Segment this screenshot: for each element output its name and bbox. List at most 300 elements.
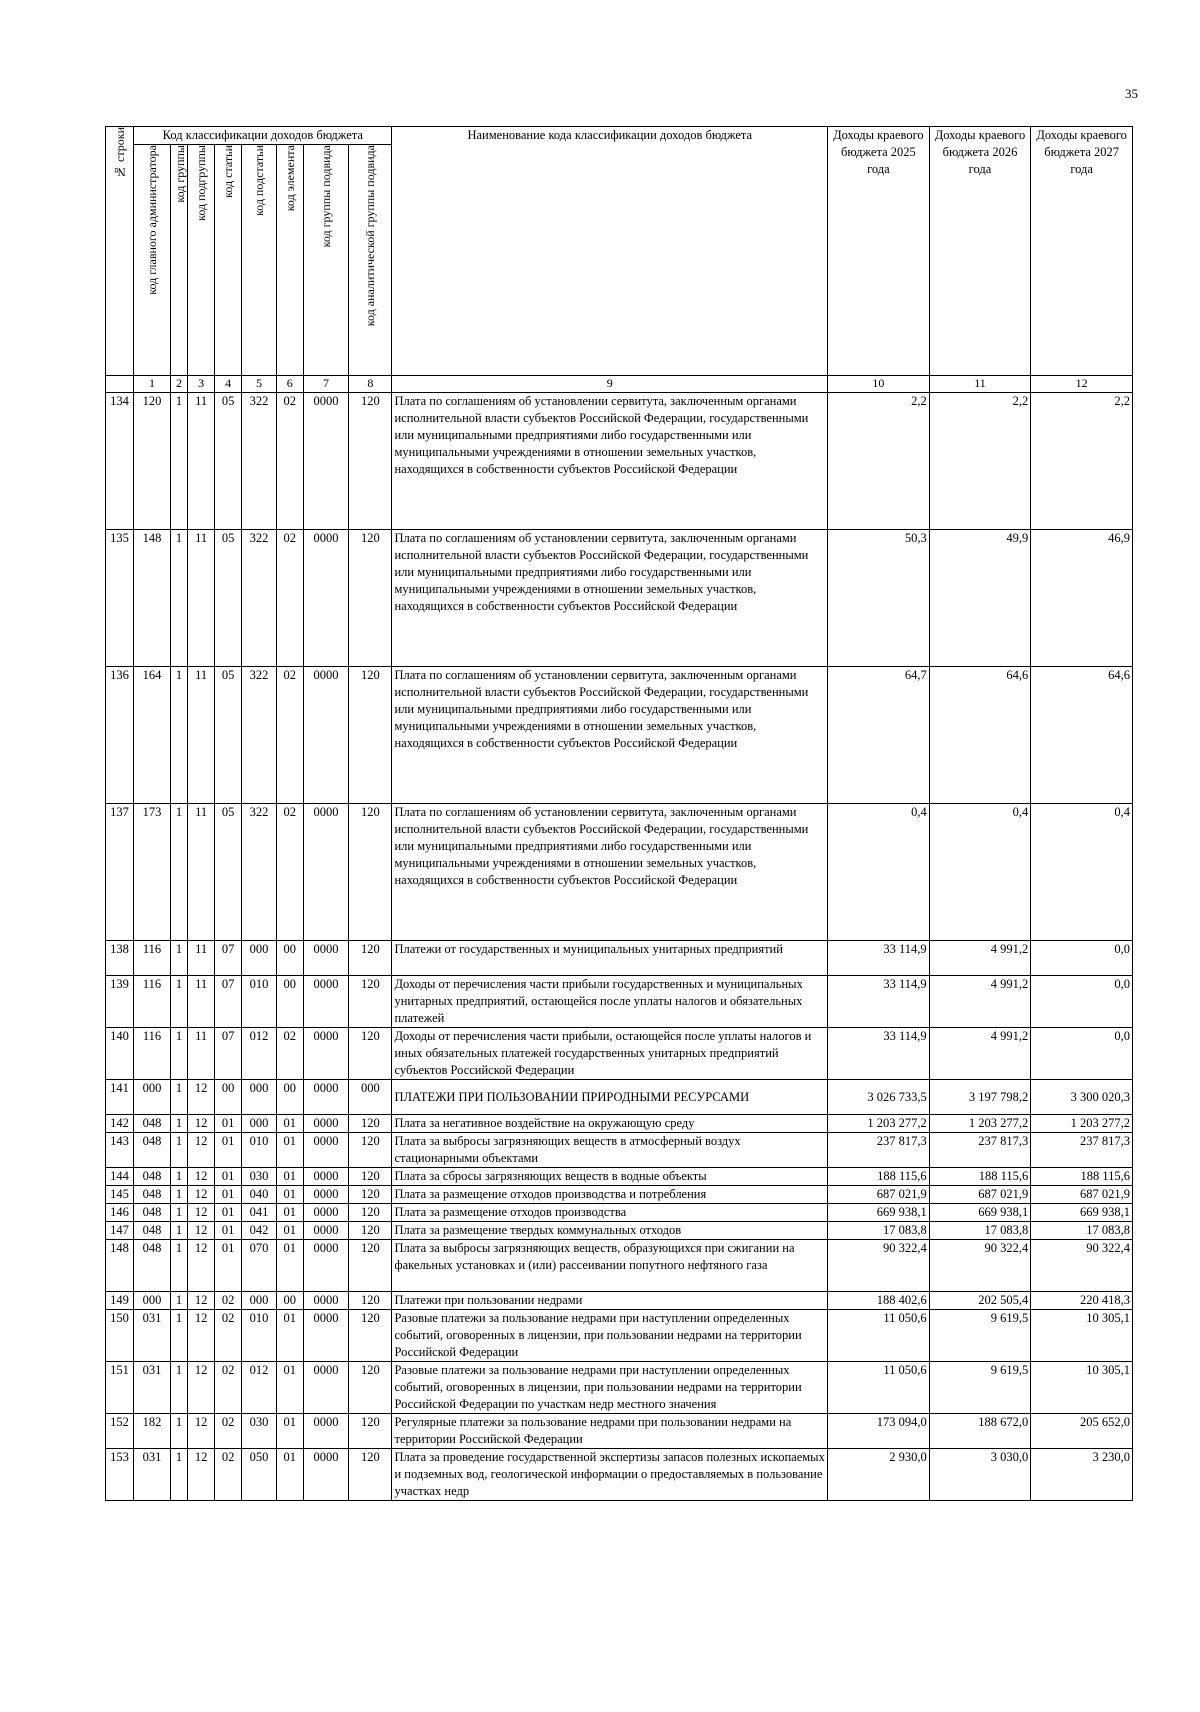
subtype-group-code-cell: 0000 xyxy=(303,1168,348,1186)
income-2026-cell: 1 203 277,2 xyxy=(929,1115,1031,1133)
analytic-group-code-cell: 000 xyxy=(349,1080,392,1115)
subgroup-code-cell: 12 xyxy=(188,1292,215,1310)
element-code-cell: 01 xyxy=(276,1449,303,1501)
income-name-cell: Доходы от перечисления части прибыли, остающейся после уплаты налогов и иных обязательных платежей государственных унитарных предприятий субъектов Российской Федерации xyxy=(392,1028,828,1080)
income-2027-cell: 237 817,3 xyxy=(1031,1133,1133,1168)
analytic-group-code-cell: 120 xyxy=(349,1186,392,1204)
subgroup-code-cell: 12 xyxy=(188,1449,215,1501)
element-code-cell: 02 xyxy=(276,667,303,804)
article-code-cell: 05 xyxy=(215,530,242,667)
subarticle-code-cell: 322 xyxy=(242,530,277,667)
income-2027-cell: 90 322,4 xyxy=(1031,1240,1133,1292)
subarticle-code-cell: 042 xyxy=(242,1222,277,1240)
income-2026-cell: 0,4 xyxy=(929,804,1031,941)
income-2027-cell: 0,0 xyxy=(1031,1028,1133,1080)
income-name-cell: Плата по соглашениям об установлении сервитута, заключенным органами исполнительной власти субъектов Российской Федерации, государственными или муниципальными предприятиями либо государственными или муниципальными учреждениями в отношении земельных участков, находящихся в собственности субъектов Российской Федерации xyxy=(392,804,828,941)
table-row xyxy=(106,1186,1133,1204)
subtype-group-code-cell: 0000 xyxy=(303,941,348,976)
row-number-cell: 148 xyxy=(106,1240,134,1292)
subtype-group-code-cell: 0000 xyxy=(303,976,348,1028)
table-row xyxy=(106,1362,1133,1414)
admin-code-cell: 048 xyxy=(134,1222,171,1240)
analytic-group-code-cell: 120 xyxy=(349,1414,392,1449)
subtype-group-code-cell: 0000 xyxy=(303,1204,348,1222)
element-code-cell: 02 xyxy=(276,530,303,667)
income-2026-cell: 9 619,5 xyxy=(929,1310,1031,1362)
subtype-group-code-cell: 0000 xyxy=(303,1240,348,1292)
subarticle-code-cell: 000 xyxy=(242,1080,277,1115)
admin-code-cell: 048 xyxy=(134,1133,171,1168)
article-code-cell: 05 xyxy=(215,804,242,941)
article-code-cell: 02 xyxy=(215,1310,242,1362)
subarticle-code-cell: 000 xyxy=(242,1115,277,1133)
row-number-cell: 140 xyxy=(106,1028,134,1080)
subarticle-code-cell: 322 xyxy=(242,393,277,530)
income-2025-cell: 90 322,4 xyxy=(828,1240,930,1292)
element-code-cell: 01 xyxy=(276,1414,303,1449)
income-2025-cell: 50,3 xyxy=(828,530,930,667)
column-number: 5 xyxy=(242,376,277,393)
subgroup-code-cell: 11 xyxy=(188,941,215,976)
element-code-cell: 01 xyxy=(276,1310,303,1362)
header-income-2026: Доходы краевого бюджета 2026 года xyxy=(929,127,1031,376)
column-number: 7 xyxy=(303,376,348,393)
admin-code-cell: 148 xyxy=(134,530,171,667)
income-2027-cell: 220 418,3 xyxy=(1031,1292,1133,1310)
table-row xyxy=(106,1222,1133,1240)
admin-code-cell: 116 xyxy=(134,976,171,1028)
analytic-group-code-cell: 120 xyxy=(349,1133,392,1168)
income-2026-cell: 4 991,2 xyxy=(929,1028,1031,1080)
element-code-cell: 02 xyxy=(276,393,303,530)
subgroup-code-cell: 12 xyxy=(188,1362,215,1414)
row-number-cell: 144 xyxy=(106,1168,134,1186)
income-2025-cell: 2 930,0 xyxy=(828,1449,930,1501)
element-code-cell: 02 xyxy=(276,804,303,941)
group-code-cell: 1 xyxy=(170,976,187,1028)
subtype-group-code-cell: 0000 xyxy=(303,1222,348,1240)
admin-code-cell: 120 xyxy=(134,393,171,530)
income-name-cell: Плата по соглашениям об установлении сервитута, заключенным органами исполнительной власти субъектов Российской Федерации, государственными или муниципальными предприятиями либо государственными или муниципальными учреждениями в отношении земельных участков, находящихся в собственности субъектов Российской Федерации xyxy=(392,530,828,667)
article-code-cell: 07 xyxy=(215,1028,242,1080)
analytic-group-code-cell: 120 xyxy=(349,1362,392,1414)
group-code-cell: 1 xyxy=(170,1028,187,1080)
article-code-cell: 05 xyxy=(215,667,242,804)
header-subarticle-code: код подстатьи xyxy=(242,145,277,376)
subgroup-code-cell: 12 xyxy=(188,1133,215,1168)
group-code-cell: 1 xyxy=(170,1080,187,1115)
income-2027-cell: 0,0 xyxy=(1031,941,1133,976)
income-2026-cell: 669 938,1 xyxy=(929,1204,1031,1222)
income-2025-cell: 188 402,6 xyxy=(828,1292,930,1310)
group-code-cell: 1 xyxy=(170,1168,187,1186)
header-code-name: Наименование кода классификации доходов бюджета xyxy=(392,127,828,376)
column-number: 1 xyxy=(134,376,171,393)
article-code-cell: 02 xyxy=(215,1362,242,1414)
subtype-group-code-cell: 0000 xyxy=(303,1362,348,1414)
subarticle-code-cell: 041 xyxy=(242,1204,277,1222)
income-2026-cell: 237 817,3 xyxy=(929,1133,1031,1168)
element-code-cell: 01 xyxy=(276,1204,303,1222)
income-2027-cell: 10 305,1 xyxy=(1031,1310,1133,1362)
group-code-cell: 1 xyxy=(170,1362,187,1414)
subgroup-code-cell: 11 xyxy=(188,804,215,941)
analytic-group-code-cell: 120 xyxy=(349,1292,392,1310)
group-code-cell: 1 xyxy=(170,1222,187,1240)
table-row xyxy=(106,1449,1133,1501)
subgroup-code-cell: 12 xyxy=(188,1310,215,1362)
income-2026-cell: 3 030,0 xyxy=(929,1449,1031,1501)
analytic-group-code-cell: 120 xyxy=(349,1310,392,1362)
admin-code-cell: 048 xyxy=(134,1168,171,1186)
income-2027-cell: 17 083,8 xyxy=(1031,1222,1133,1240)
subarticle-code-cell: 010 xyxy=(242,976,277,1028)
row-number-cell: 139 xyxy=(106,976,134,1028)
admin-code-cell: 048 xyxy=(134,1115,171,1133)
table-row xyxy=(106,941,1133,976)
table-row xyxy=(106,667,1133,804)
element-code-cell: 00 xyxy=(276,1080,303,1115)
header-income-2027: Доходы краевого бюджета 2027 года xyxy=(1031,127,1133,376)
income-2025-cell: 64,7 xyxy=(828,667,930,804)
row-number-cell: 136 xyxy=(106,667,134,804)
article-code-cell: 07 xyxy=(215,941,242,976)
column-number: 8 xyxy=(349,376,392,393)
subtype-group-code-cell: 0000 xyxy=(303,393,348,530)
admin-code-cell: 031 xyxy=(134,1362,171,1414)
admin-code-cell: 182 xyxy=(134,1414,171,1449)
income-2025-cell: 11 050,6 xyxy=(828,1362,930,1414)
column-number: 3 xyxy=(188,376,215,393)
subarticle-code-cell: 012 xyxy=(242,1028,277,1080)
subarticle-code-cell: 000 xyxy=(242,941,277,976)
analytic-group-code-cell: 120 xyxy=(349,1240,392,1292)
row-number-cell: 146 xyxy=(106,1204,134,1222)
article-code-cell: 01 xyxy=(215,1222,242,1240)
income-name-cell: Доходы от перечисления части прибыли государственных и муниципальных унитарных предприятий, остающейся после уплаты налогов и обязательных платежей xyxy=(392,976,828,1028)
subtype-group-code-cell: 0000 xyxy=(303,1292,348,1310)
income-2025-cell: 237 817,3 xyxy=(828,1133,930,1168)
subgroup-code-cell: 11 xyxy=(188,530,215,667)
row-number-cell: 151 xyxy=(106,1362,134,1414)
income-2025-cell: 669 938,1 xyxy=(828,1204,930,1222)
subtype-group-code-cell: 0000 xyxy=(303,1080,348,1115)
article-code-cell: 01 xyxy=(215,1168,242,1186)
subgroup-code-cell: 11 xyxy=(188,393,215,530)
header-element-code: код элемента xyxy=(276,145,303,376)
income-2027-cell: 1 203 277,2 xyxy=(1031,1115,1133,1133)
subarticle-code-cell: 000 xyxy=(242,1292,277,1310)
table-row xyxy=(106,530,1133,667)
admin-code-cell: 031 xyxy=(134,1310,171,1362)
income-2025-cell: 3 026 733,5 xyxy=(828,1080,930,1115)
article-code-cell: 00 xyxy=(215,1080,242,1115)
header-income-2025: Доходы краевого бюджета 2025 года xyxy=(828,127,930,376)
table-row xyxy=(106,1292,1133,1310)
income-2026-cell: 17 083,8 xyxy=(929,1222,1031,1240)
subgroup-code-cell: 12 xyxy=(188,1168,215,1186)
subarticle-code-cell: 040 xyxy=(242,1186,277,1204)
income-2025-cell: 33 114,9 xyxy=(828,976,930,1028)
row-number-cell: 142 xyxy=(106,1115,134,1133)
admin-code-cell: 164 xyxy=(134,667,171,804)
admin-code-cell: 048 xyxy=(134,1240,171,1292)
element-code-cell: 01 xyxy=(276,1168,303,1186)
row-number-cell: 153 xyxy=(106,1449,134,1501)
group-code-cell: 1 xyxy=(170,530,187,667)
article-code-cell: 05 xyxy=(215,393,242,530)
admin-code-cell: 031 xyxy=(134,1449,171,1501)
header-group-code: код группы xyxy=(170,145,187,376)
row-number-cell: 150 xyxy=(106,1310,134,1362)
column-number: 11 xyxy=(929,376,1031,393)
table-row xyxy=(106,1115,1133,1133)
admin-code-cell: 173 xyxy=(134,804,171,941)
analytic-group-code-cell: 120 xyxy=(349,1115,392,1133)
income-2027-cell: 205 652,0 xyxy=(1031,1414,1133,1449)
table-row xyxy=(106,1028,1133,1080)
income-2027-cell: 46,9 xyxy=(1031,530,1133,667)
group-code-cell: 1 xyxy=(170,1310,187,1362)
column-number: 2 xyxy=(170,376,187,393)
subgroup-code-cell: 12 xyxy=(188,1240,215,1292)
group-code-cell: 1 xyxy=(170,1240,187,1292)
income-2025-cell: 17 083,8 xyxy=(828,1222,930,1240)
header-code-group: Код классификации доходов бюджета xyxy=(134,127,392,145)
table-row xyxy=(106,1168,1133,1186)
group-code-cell: 1 xyxy=(170,941,187,976)
group-code-cell: 1 xyxy=(170,1414,187,1449)
income-2026-cell: 188 672,0 xyxy=(929,1414,1031,1449)
analytic-group-code-cell: 120 xyxy=(349,393,392,530)
header-analytic-group-code: код аналитической группы подвида xyxy=(349,145,392,376)
group-code-cell: 1 xyxy=(170,1204,187,1222)
income-name-cell: Плата за размещение отходов производства и потребления xyxy=(392,1186,828,1204)
income-2026-cell: 687 021,9 xyxy=(929,1186,1031,1204)
income-name-cell: ПЛАТЕЖИ ПРИ ПОЛЬЗОВАНИИ ПРИРОДНЫМИ РЕСУРСАМИ xyxy=(392,1080,828,1115)
analytic-group-code-cell: 120 xyxy=(349,1449,392,1501)
row-number-cell: 137 xyxy=(106,804,134,941)
subgroup-code-cell: 12 xyxy=(188,1204,215,1222)
subarticle-code-cell: 070 xyxy=(242,1240,277,1292)
income-name-cell: Плата за сбросы загрязняющих веществ в водные объекты xyxy=(392,1168,828,1186)
income-2027-cell: 64,6 xyxy=(1031,667,1133,804)
income-2027-cell: 669 938,1 xyxy=(1031,1204,1133,1222)
row-number-cell: 138 xyxy=(106,941,134,976)
column-numbers-row xyxy=(106,376,1133,393)
subgroup-code-cell: 12 xyxy=(188,1080,215,1115)
row-number-cell: 152 xyxy=(106,1414,134,1449)
income-name-cell: Платежи от государственных и муниципальных унитарных предприятий xyxy=(392,941,828,976)
income-2025-cell: 33 114,9 xyxy=(828,941,930,976)
income-name-cell: Плата по соглашениям об установлении сервитута, заключенным органами исполнительной власти субъектов Российской Федерации, государственными или муниципальными предприятиями либо государственными или муниципальными учреждениями в отношении земельных участков, находящихся в собственности субъектов Российской Федерации xyxy=(392,667,828,804)
subgroup-code-cell: 11 xyxy=(188,976,215,1028)
subarticle-code-cell: 012 xyxy=(242,1362,277,1414)
income-2025-cell: 11 050,6 xyxy=(828,1310,930,1362)
row-number-cell: 143 xyxy=(106,1133,134,1168)
income-2026-cell: 49,9 xyxy=(929,530,1031,667)
subarticle-code-cell: 322 xyxy=(242,667,277,804)
column-number: 12 xyxy=(1031,376,1133,393)
subtype-group-code-cell: 0000 xyxy=(303,1186,348,1204)
income-name-cell: Плата за выбросы загрязняющих веществ в атмосферный воздух стационарными объектами xyxy=(392,1133,828,1168)
table-row xyxy=(106,1414,1133,1449)
analytic-group-code-cell: 120 xyxy=(349,1222,392,1240)
header-admin-code: код главного администратора xyxy=(134,145,171,376)
row-number-cell: 141 xyxy=(106,1080,134,1115)
income-2027-cell: 0,4 xyxy=(1031,804,1133,941)
admin-code-cell: 000 xyxy=(134,1080,171,1115)
column-number xyxy=(106,376,134,393)
subtype-group-code-cell: 0000 xyxy=(303,1449,348,1501)
income-2025-cell: 2,2 xyxy=(828,393,930,530)
income-2025-cell: 173 094,0 xyxy=(828,1414,930,1449)
element-code-cell: 00 xyxy=(276,1292,303,1310)
group-code-cell: 1 xyxy=(170,804,187,941)
group-code-cell: 1 xyxy=(170,1133,187,1168)
admin-code-cell: 048 xyxy=(134,1186,171,1204)
column-number: 4 xyxy=(215,376,242,393)
element-code-cell: 01 xyxy=(276,1186,303,1204)
analytic-group-code-cell: 120 xyxy=(349,1028,392,1080)
table-row xyxy=(106,804,1133,941)
subarticle-code-cell: 322 xyxy=(242,804,277,941)
article-code-cell: 01 xyxy=(215,1240,242,1292)
table-row xyxy=(106,1133,1133,1168)
analytic-group-code-cell: 120 xyxy=(349,667,392,804)
subarticle-code-cell: 030 xyxy=(242,1168,277,1186)
income-name-cell: Плата за выбросы загрязняющих веществ, образующихся при сжигании на факельных установках и (или) рассеивании попутного нефтяного газа xyxy=(392,1240,828,1292)
income-2025-cell: 33 114,9 xyxy=(828,1028,930,1080)
income-2027-cell: 10 305,1 xyxy=(1031,1362,1133,1414)
element-code-cell: 00 xyxy=(276,976,303,1028)
subtype-group-code-cell: 0000 xyxy=(303,804,348,941)
income-name-cell: Плата за проведение государственной экспертизы запасов полезных ископаемых и подземных вод, геологической информации о предоставляемых в пользование участках недр xyxy=(392,1449,828,1501)
income-2027-cell: 687 021,9 xyxy=(1031,1186,1133,1204)
table-row xyxy=(106,393,1133,530)
subgroup-code-cell: 11 xyxy=(188,1028,215,1080)
admin-code-cell: 048 xyxy=(134,1204,171,1222)
column-number: 9 xyxy=(392,376,828,393)
element-code-cell: 00 xyxy=(276,941,303,976)
element-code-cell: 01 xyxy=(276,1115,303,1133)
admin-code-cell: 116 xyxy=(134,1028,171,1080)
income-2026-cell: 9 619,5 xyxy=(929,1362,1031,1414)
group-code-cell: 1 xyxy=(170,667,187,804)
header-article-code: код статьи xyxy=(215,145,242,376)
income-2027-cell: 2,2 xyxy=(1031,393,1133,530)
element-code-cell: 01 xyxy=(276,1133,303,1168)
article-code-cell: 07 xyxy=(215,976,242,1028)
header-subgroup-code: код подгруппы xyxy=(188,145,215,376)
column-number: 10 xyxy=(828,376,930,393)
income-name-cell: Разовые платежи за пользование недрами при наступлении определенных событий, оговоренных в лицензии, при пользовании недрами на территории Российской Федерации по участкам недр местного значения xyxy=(392,1362,828,1414)
row-number-cell: 135 xyxy=(106,530,134,667)
table-row xyxy=(106,1080,1133,1115)
subtype-group-code-cell: 0000 xyxy=(303,1414,348,1449)
header-subtype-group-code: код группы подвида xyxy=(303,145,348,376)
admin-code-cell: 000 xyxy=(134,1292,171,1310)
article-code-cell: 01 xyxy=(215,1204,242,1222)
income-name-cell: Плата за негативное воздействие на окружающую среду xyxy=(392,1115,828,1133)
subtype-group-code-cell: 0000 xyxy=(303,530,348,667)
income-2025-cell: 188 115,6 xyxy=(828,1168,930,1186)
subgroup-code-cell: 11 xyxy=(188,667,215,804)
subarticle-code-cell: 050 xyxy=(242,1449,277,1501)
page-number: 35 xyxy=(1125,86,1138,101)
element-code-cell: 02 xyxy=(276,1028,303,1080)
analytic-group-code-cell: 120 xyxy=(349,941,392,976)
income-name-cell: Плата по соглашениям об установлении сервитута, заключенным органами исполнительной власти субъектов Российской Федерации, государственными или муниципальными предприятиями либо государственными или муниципальными учреждениями в отношении земельных участков, находящихся в собственности субъектов Российской Федерации xyxy=(392,393,828,530)
income-2027-cell: 188 115,6 xyxy=(1031,1168,1133,1186)
group-code-cell: 1 xyxy=(170,1186,187,1204)
row-number-cell: 134 xyxy=(106,393,134,530)
row-number-cell: 145 xyxy=(106,1186,134,1204)
table-row xyxy=(106,1240,1133,1292)
article-code-cell: 01 xyxy=(215,1133,242,1168)
subtype-group-code-cell: 0000 xyxy=(303,1133,348,1168)
analytic-group-code-cell: 120 xyxy=(349,804,392,941)
income-2026-cell: 4 991,2 xyxy=(929,941,1031,976)
subtype-group-code-cell: 0000 xyxy=(303,1310,348,1362)
analytic-group-code-cell: 120 xyxy=(349,1168,392,1186)
income-name-cell: Платежи при пользовании недрами xyxy=(392,1292,828,1310)
table-row xyxy=(106,976,1133,1028)
subgroup-code-cell: 12 xyxy=(188,1186,215,1204)
subgroup-code-cell: 12 xyxy=(188,1115,215,1133)
income-classification-table xyxy=(105,126,1133,1501)
income-2026-cell: 3 197 798,2 xyxy=(929,1080,1031,1115)
element-code-cell: 01 xyxy=(276,1362,303,1414)
group-code-cell: 1 xyxy=(170,1449,187,1501)
column-number: 6 xyxy=(276,376,303,393)
income-2025-cell: 1 203 277,2 xyxy=(828,1115,930,1133)
income-2026-cell: 90 322,4 xyxy=(929,1240,1031,1292)
article-code-cell: 02 xyxy=(215,1449,242,1501)
income-2026-cell: 64,6 xyxy=(929,667,1031,804)
income-name-cell: Плата за размещение отходов производства xyxy=(392,1204,828,1222)
article-code-cell: 02 xyxy=(215,1414,242,1449)
income-2026-cell: 202 505,4 xyxy=(929,1292,1031,1310)
subgroup-code-cell: 12 xyxy=(188,1222,215,1240)
analytic-group-code-cell: 120 xyxy=(349,976,392,1028)
income-2025-cell: 687 021,9 xyxy=(828,1186,930,1204)
income-2027-cell: 3 230,0 xyxy=(1031,1449,1133,1501)
article-code-cell: 02 xyxy=(215,1292,242,1310)
subtype-group-code-cell: 0000 xyxy=(303,1115,348,1133)
analytic-group-code-cell: 120 xyxy=(349,530,392,667)
subarticle-code-cell: 030 xyxy=(242,1414,277,1449)
income-2026-cell: 188 115,6 xyxy=(929,1168,1031,1186)
subarticle-code-cell: 010 xyxy=(242,1310,277,1362)
group-code-cell: 1 xyxy=(170,1115,187,1133)
income-name-cell: Разовые платежи за пользование недрами при наступлении определенных событий, оговоренных в лицензии, при пользовании недрами на территории Российской Федерации xyxy=(392,1310,828,1362)
article-code-cell: 01 xyxy=(215,1186,242,1204)
subarticle-code-cell: 010 xyxy=(242,1133,277,1168)
article-code-cell: 01 xyxy=(215,1115,242,1133)
income-name-cell: Плата за размещение твердых коммунальных отходов xyxy=(392,1222,828,1240)
subgroup-code-cell: 12 xyxy=(188,1414,215,1449)
income-2027-cell: 3 300 020,3 xyxy=(1031,1080,1133,1115)
subtype-group-code-cell: 0000 xyxy=(303,667,348,804)
subtype-group-code-cell: 0000 xyxy=(303,1028,348,1080)
income-2025-cell: 0,4 xyxy=(828,804,930,941)
group-code-cell: 1 xyxy=(170,393,187,530)
table-row xyxy=(106,1204,1133,1222)
admin-code-cell: 116 xyxy=(134,941,171,976)
income-name-cell: Регулярные платежи за пользование недрами при пользовании недрами на территории Российской Федерации xyxy=(392,1414,828,1449)
group-code-cell: 1 xyxy=(170,1292,187,1310)
